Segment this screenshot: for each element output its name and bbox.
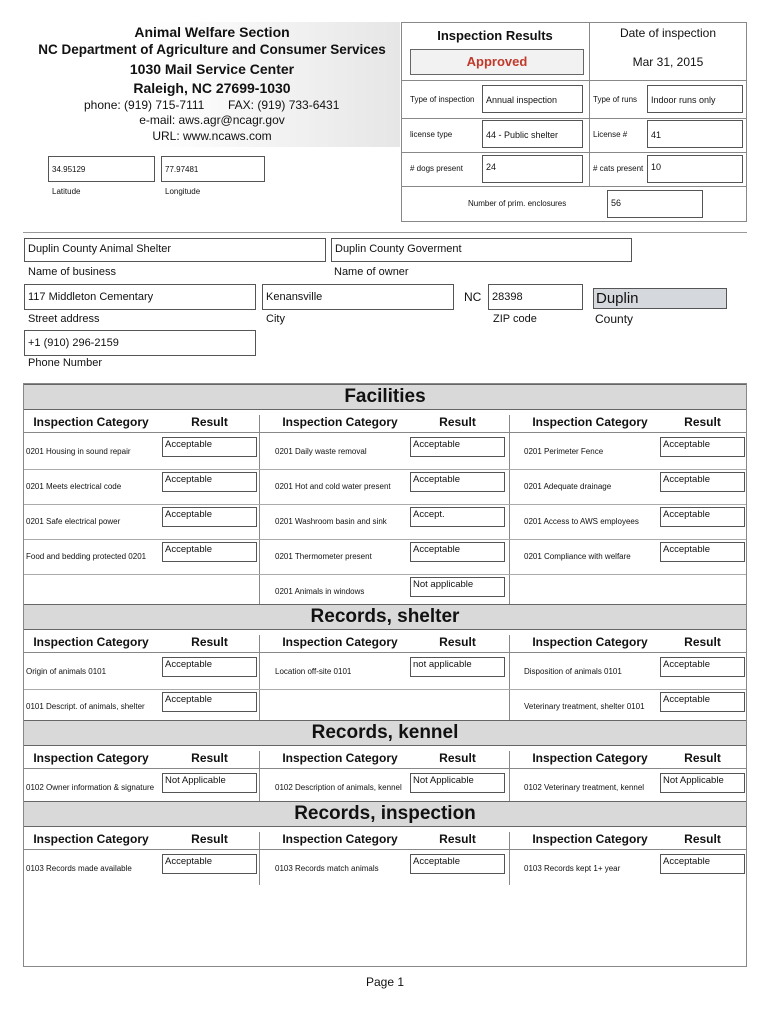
inspection-result[interactable]: Acceptable: [162, 854, 257, 874]
license-no-label: License #: [593, 130, 628, 139]
street-field[interactable]: 117 Middleton Cementary: [24, 284, 256, 310]
agency-address-2: Raleigh, NC 27699-1030: [133, 80, 291, 96]
inspection-result[interactable]: Acceptable: [660, 692, 745, 712]
latitude-label: Latitude: [52, 187, 81, 196]
column-header-result: Result: [684, 415, 721, 429]
column-header-category: Inspection Category: [532, 415, 648, 429]
column-header-result: Result: [439, 832, 476, 846]
inspection-category: 0201 Safe electrical power: [26, 517, 121, 526]
license-type-field[interactable]: 44 - Public shelter: [482, 120, 583, 148]
agency-department: NC Department of Agriculture and Consumer Services: [38, 42, 386, 57]
column-header-result: Result: [191, 635, 228, 649]
inspection-category: 0201 Thermometer present: [275, 552, 372, 561]
column-header-category: Inspection Category: [33, 751, 149, 765]
owner-name-label: Name of owner: [334, 266, 409, 278]
inspection-category: Veterinary treatment, shelter 0101: [524, 702, 645, 711]
owner-name-field[interactable]: Duplin County Goverment: [331, 238, 632, 262]
type-inspection-label: Type of inspection: [410, 95, 475, 104]
inspection-category: 0201 Access to AWS employees: [524, 517, 639, 526]
inspection-result[interactable]: Acceptable: [162, 472, 257, 492]
inspection-category: Disposition of animals 0101: [524, 667, 622, 676]
inspection-result[interactable]: Acceptable: [162, 507, 257, 527]
section-title-records-inspection: Records, inspection: [23, 801, 747, 827]
phone-field[interactable]: +1 (910) 296-2159: [24, 330, 256, 356]
inspection-category: 0201 Adequate drainage: [524, 482, 612, 491]
phone-label: Phone Number: [28, 357, 102, 369]
cats-label: # cats present: [593, 164, 644, 173]
inspection-result[interactable]: Acceptable: [660, 657, 745, 677]
column-header-result: Result: [191, 415, 228, 429]
license-type-label: license type: [410, 130, 453, 139]
inspection-result[interactable]: Acceptable: [162, 542, 257, 562]
inspection-category: Food and bedding protected 0201: [26, 552, 147, 561]
inspection-result[interactable]: Acceptable: [410, 542, 505, 562]
dogs-label: # dogs present: [410, 164, 463, 173]
column-header-category: Inspection Category: [532, 832, 648, 846]
license-no-field[interactable]: 41: [647, 120, 743, 148]
agency-url: URL: www.ncaws.com: [152, 129, 272, 143]
longitude-label: Longitude: [165, 187, 201, 196]
inspection-result[interactable]: Not applicable: [410, 577, 505, 597]
state-value: NC: [464, 290, 482, 304]
zip-field[interactable]: 28398: [488, 284, 583, 310]
inspection-category: 0201 Daily waste removal: [275, 447, 367, 456]
inspection-category: 0201 Compliance with welfare: [524, 552, 631, 561]
type-inspection-field[interactable]: Annual inspection: [482, 85, 583, 113]
cats-field[interactable]: 10: [647, 155, 743, 183]
inspection-result[interactable]: Acceptable: [410, 437, 505, 457]
inspection-category: Location off-site 0101: [275, 667, 352, 676]
results-title: Inspection Results: [437, 28, 553, 43]
inspection-category: 0102 Veterinary treatment, kennel: [524, 783, 645, 792]
enclosures-label: Number of prim. enclosures: [468, 199, 567, 208]
longitude-field[interactable]: 77.97481: [161, 156, 265, 182]
agency-section-title: Animal Welfare Section: [134, 24, 290, 40]
column-header-category: Inspection Category: [282, 751, 398, 765]
inspection-category: 0103 Records match animals: [275, 864, 379, 873]
page-number: Page 1: [365, 975, 405, 989]
business-name-label: Name of business: [28, 266, 117, 278]
column-header-result: Result: [684, 832, 721, 846]
inspection-result[interactable]: Acceptable: [660, 437, 745, 457]
agency-email: e-mail: aws.agr@ncagr.gov: [139, 113, 285, 127]
column-header-category: Inspection Category: [532, 751, 648, 765]
inspection-category: Origin of animals 0101: [26, 667, 107, 676]
section-title-records-kennel: Records, kennel: [23, 720, 747, 746]
type-runs-field[interactable]: Indoor runs only: [647, 85, 743, 113]
column-header-result: Result: [439, 751, 476, 765]
inspection-result[interactable]: Acceptable: [410, 472, 505, 492]
street-label: Street address: [28, 313, 100, 325]
agency-fax: FAX: (919) 733-6431: [228, 98, 340, 112]
inspection-category: 0201 Housing in sound repair: [26, 447, 131, 456]
inspection-category: 0201 Perimeter Fence: [524, 447, 604, 456]
inspection-result[interactable]: Acceptable: [162, 692, 257, 712]
inspection-result[interactable]: Acceptable: [162, 657, 257, 677]
inspection-category: 0201 Hot and cold water present: [275, 482, 391, 491]
section-title-records-shelter: Records, shelter: [23, 604, 747, 630]
column-header-result: Result: [439, 635, 476, 649]
type-runs-label: Type of runs: [593, 95, 638, 104]
column-header-category: Inspection Category: [532, 635, 648, 649]
city-field[interactable]: Kenansville: [262, 284, 454, 310]
column-header-result: Result: [191, 751, 228, 765]
zip-label: ZIP code: [493, 313, 537, 325]
column-header-result: Result: [684, 751, 721, 765]
inspection-category: 0201 Meets electrical code: [26, 482, 122, 491]
county-field[interactable]: Duplin: [593, 288, 727, 309]
inspection-result[interactable]: Not Applicable: [162, 773, 257, 793]
enclosures-field[interactable]: 56: [607, 190, 703, 218]
county-label: County: [595, 312, 634, 326]
column-header-result: Result: [439, 415, 476, 429]
agency-phone: phone: (919) 715-7111: [84, 98, 205, 112]
inspection-category: 0103 Records made available: [26, 864, 132, 873]
business-name-field[interactable]: Duplin County Animal Shelter: [24, 238, 326, 262]
inspection-category: 0102 Description of animals, kennel: [275, 783, 402, 792]
section-title-facilities: Facilities: [23, 384, 747, 410]
column-header-category: Inspection Category: [33, 415, 149, 429]
inspection-result[interactable]: Acceptable: [410, 854, 505, 874]
inspection-category: 0103 Records kept 1+ year: [524, 864, 621, 873]
column-header-result: Result: [684, 635, 721, 649]
inspection-category: 0201 Animals in windows: [275, 587, 365, 596]
inspection-result[interactable]: not applicable: [410, 657, 505, 677]
inspection-category: 0101 Descript. of animals, shelter: [26, 702, 145, 711]
inspection-result[interactable]: Acceptable: [660, 472, 745, 492]
column-header-category: Inspection Category: [282, 415, 398, 429]
inspection-result[interactable]: Accept.: [410, 507, 505, 527]
agency-address-1: 1030 Mail Service Center: [129, 61, 295, 77]
inspection-category: 0102 Owner information & signature: [26, 783, 155, 792]
inspection-result[interactable]: Acceptable: [162, 437, 257, 457]
date-value: Mar 31, 2015: [632, 55, 704, 69]
inspection-category: 0201 Washroom basin and sink: [275, 517, 387, 526]
inspection-result[interactable]: Acceptable: [660, 542, 745, 562]
inspection-result[interactable]: Not Applicable: [660, 773, 745, 793]
column-header-result: Result: [191, 832, 228, 846]
city-label: City: [266, 313, 285, 325]
date-label: Date of inspection: [619, 26, 717, 40]
inspection-result[interactable]: Acceptable: [660, 507, 745, 527]
column-header-category: Inspection Category: [33, 832, 149, 846]
dogs-field[interactable]: 24: [482, 155, 583, 183]
inspection-result[interactable]: Acceptable: [660, 854, 745, 874]
latitude-field[interactable]: 34.95129: [48, 156, 155, 182]
column-header-category: Inspection Category: [33, 635, 149, 649]
inspection-result[interactable]: Not Applicable: [410, 773, 505, 793]
column-header-category: Inspection Category: [282, 832, 398, 846]
column-header-category: Inspection Category: [282, 635, 398, 649]
approved-status-text: Approved: [466, 54, 528, 69]
